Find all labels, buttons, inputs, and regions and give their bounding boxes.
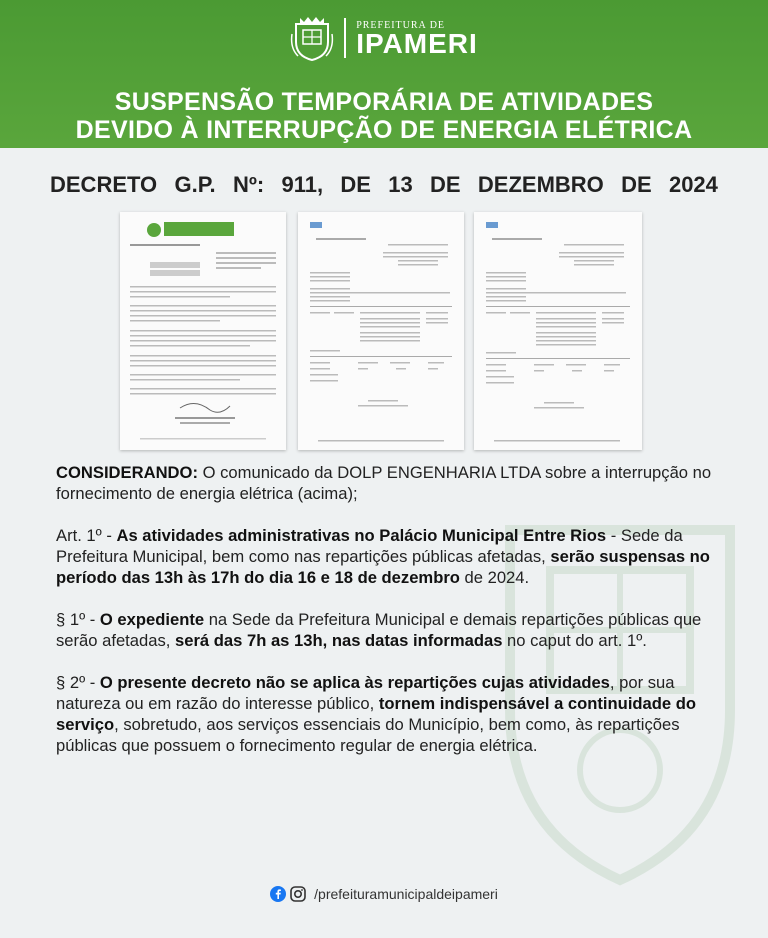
paragraph-2-text-1: , por sua natureza ou em razão do interesse público, bbox=[56, 673, 675, 713]
article-1-text-2: de 2024. bbox=[459, 568, 530, 587]
dolp-letter-thumbnail-2 bbox=[474, 212, 642, 450]
article-1-bold-2: serão suspensas no período das 13h às 17h do dia 16 e 18 de dezembro bbox=[56, 547, 710, 587]
page-title bbox=[0, 88, 768, 144]
social-footer bbox=[0, 886, 768, 902]
decree-body bbox=[56, 462, 716, 777]
paragraph-1 bbox=[56, 609, 716, 651]
logo-row bbox=[0, 14, 768, 62]
considerando-label: CONSIDERANDO: bbox=[56, 463, 198, 482]
instagram-icon[interactable] bbox=[290, 886, 306, 902]
title-line-1: SUSPENSÃO TEMPORÁRIA DE ATIVIDADES bbox=[114, 88, 654, 116]
decree-word: 911, bbox=[281, 172, 324, 197]
article-1-label: Art. 1º - bbox=[56, 526, 117, 545]
dolp-letter-thumbnail-1 bbox=[298, 212, 464, 450]
article-1-bold-1: As atividades administrativas no Palácio Municipal Entre Rios bbox=[116, 526, 607, 545]
considerando-paragraph bbox=[56, 462, 716, 504]
paragraph-1-bold-2: será das 7h as 13h, nas datas informadas bbox=[175, 631, 503, 650]
social-handle[interactable]: /prefeituramunicipaldeipameri bbox=[314, 886, 498, 902]
decree-word: G.P. bbox=[174, 172, 216, 197]
paragraph-1-text-1: na Sede da Prefeitura Municipal e demais repartições públicas que serão afetadas, bbox=[56, 610, 702, 650]
paragraph-1-label: § 1º - bbox=[56, 610, 100, 629]
brand-small-text: PREFEITURA DE bbox=[356, 19, 446, 31]
coat-of-arms-icon bbox=[290, 14, 334, 62]
paragraph-2-text-2: , sobretudo, aos serviços essenciais do Município, bem como, às repartições públicas que possuem o fornecimento regular de energia elétrica. bbox=[56, 715, 680, 755]
decree-word: Nº: bbox=[232, 172, 265, 197]
paragraph-2 bbox=[56, 672, 716, 756]
considerando-text: O comunicado da DOLP ENGENHARIA LTDA sobre a interrupção no fornecimento de energia elétrica (acima); bbox=[56, 463, 712, 503]
decree-word: DE bbox=[340, 172, 371, 197]
title-line-2: DEVIDO À INTERRUPÇÃO DE ENERGIA ELÉTRICA bbox=[75, 116, 693, 144]
decree-word: DEZEMBRO bbox=[477, 172, 604, 197]
brand-name: IPAMERI bbox=[356, 27, 478, 59]
facebook-icon[interactable] bbox=[270, 886, 286, 902]
decree-word: DE bbox=[430, 172, 461, 197]
paragraph-1-text-2: no caput do art. 1º. bbox=[502, 631, 647, 650]
decree-document-thumbnail bbox=[120, 212, 286, 450]
decree-word: DE bbox=[621, 172, 652, 197]
decree-word: 2024 bbox=[668, 172, 718, 197]
brand bbox=[356, 20, 478, 57]
document-thumbnails bbox=[118, 212, 648, 452]
article-1-text-1: - Sede da Prefeitura Municipal, bem como nas repartições públicas afetadas, bbox=[56, 526, 683, 566]
paragraph-2-label: § 2º - bbox=[56, 673, 100, 692]
dolp-letter-1-content-icon bbox=[298, 212, 464, 450]
dolp-letter-2-content-icon bbox=[474, 212, 642, 450]
logo-divider bbox=[344, 18, 346, 58]
article-1-paragraph bbox=[56, 525, 716, 588]
paragraph-2-bold-1: O presente decreto não se aplica às repartições cujas atividades bbox=[99, 673, 610, 692]
paragraph-1-bold-1: O expediente bbox=[99, 610, 205, 629]
paragraph-2-bold-2: tornem indispensável a continuidade do serviço bbox=[56, 694, 697, 734]
decree-letterhead-logo-icon bbox=[120, 212, 286, 450]
decree-word: DECRETO bbox=[50, 172, 158, 197]
header-banner bbox=[0, 0, 768, 148]
decree-word: 13 bbox=[388, 172, 413, 197]
decree-heading bbox=[50, 172, 718, 198]
